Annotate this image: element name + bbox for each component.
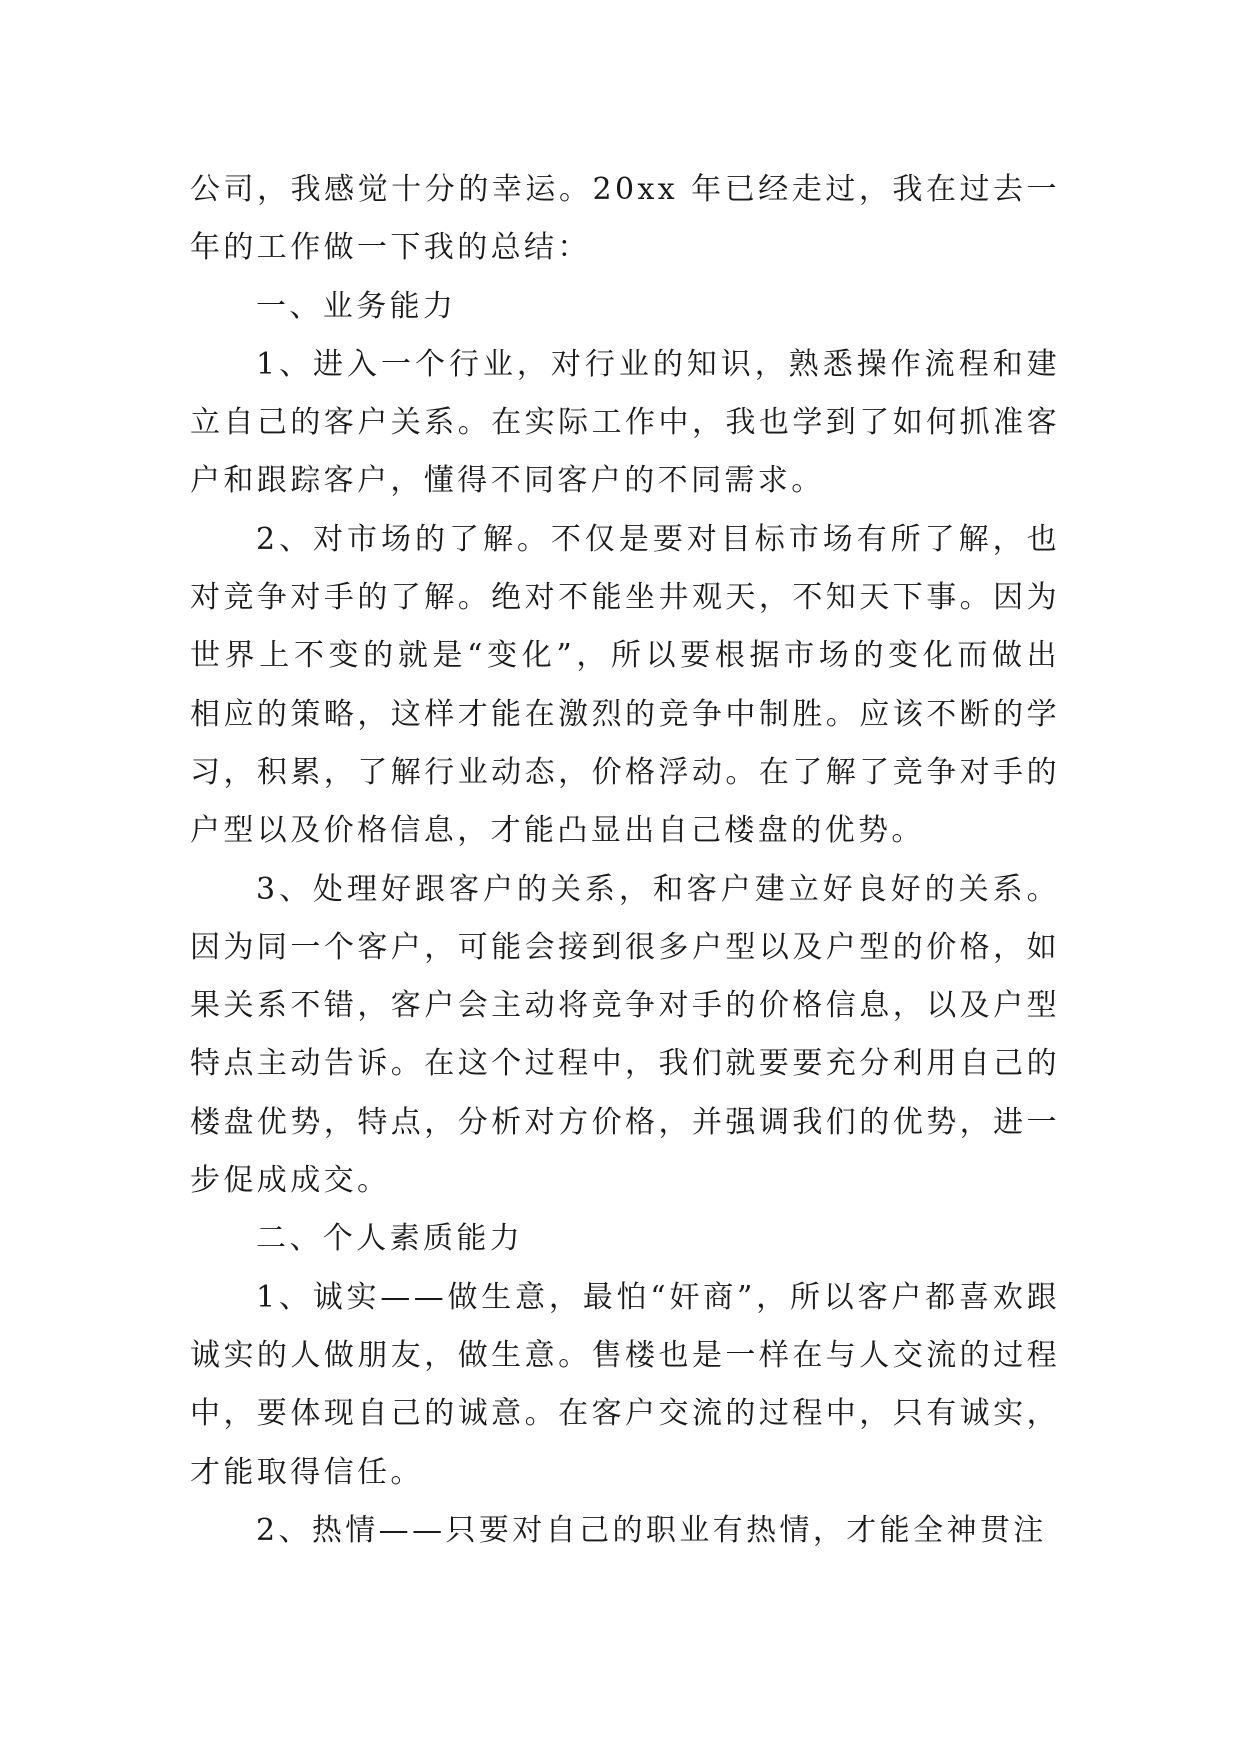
- paragraph-personal-2: 2、热情——只要对自己的职业有热情，才能全神贯注: [256, 1512, 1047, 1548]
- paragraph-business-2: 2、对市场的了解。不仅是要对目标市场有所了解，也对竞争对手的了解。绝对不能坐井观天，不知天下事。因为世界上不变的就是“变化”，所以要根据市场的变化而做出相应的策略，这样才能在激烈的竞争中制胜。应该不断的学习，积累，了解行业动态，价格浮动。在了解了竞争对手的户型以及价格信息，才能凸显出自己楼盘的优势。: [190, 521, 1060, 849]
- paragraph-intro: 公司，我感觉十分的幸运。20xx 年已经走过，我在过去一年的工作做一下我的总结：: [190, 172, 1060, 266]
- paragraph-business-1: 1、进入一个行业，对行业的知识，熟悉操作流程和建立自己的客户关系。在实际工作中，我也学到了如何抓准客户和跟踪客户，懂得不同客户的不同需求。: [190, 346, 1060, 499]
- section-heading-personal-quality: 二、个人素质能力: [256, 1221, 524, 1257]
- section-heading-business-ability: 一、业务能力: [256, 288, 457, 324]
- paragraph-business-3: 3、处理好跟客户的关系，和客户建立好良好的关系。因为同一个客户，可能会接到很多户型以及户型的价格，如果关系不错，客户会主动将竞争对手的价格信息，以及户型特点主动告诉。在这个过程中，我们就要要充分利用自己的楼盘优势，特点，分析对方价格，并强调我们的优势，进一步促成成交。: [190, 871, 1060, 1199]
- paragraph-personal-1: 1、诚实——做生意，最怕“奸商”，所以客户都喜欢跟诚实的人做朋友，做生意。售楼也是一样在与人交流的过程中，要体现自己的诚意。在客户交流的过程中，只有诚实，才能取得信任。: [190, 1279, 1060, 1490]
- document-body: [190, 161, 1060, 1560]
